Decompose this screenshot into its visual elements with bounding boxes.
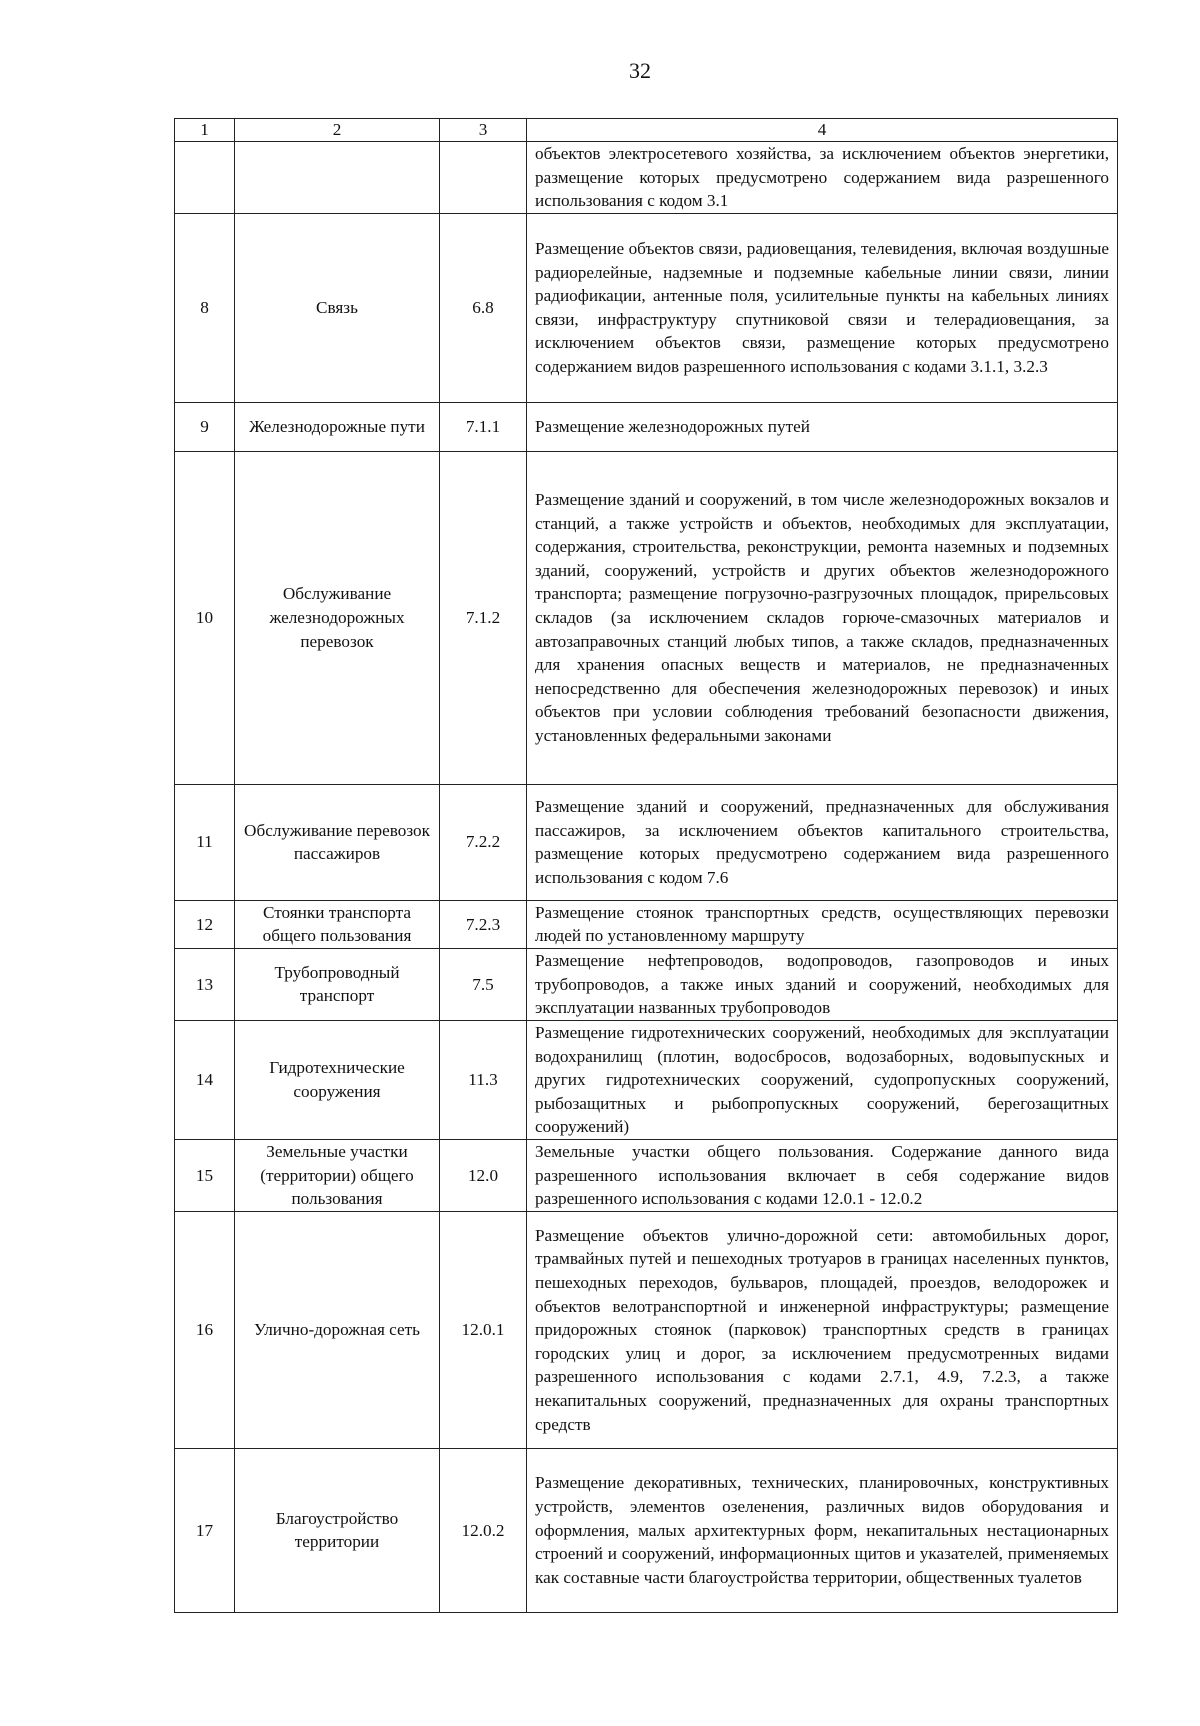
row-number: 10 bbox=[175, 451, 235, 784]
use-type-name: Железнодорожные пути bbox=[235, 402, 440, 451]
table-row bbox=[175, 1020, 1118, 1139]
column-header-4: 4 bbox=[527, 119, 1118, 142]
table-row bbox=[175, 402, 1118, 451]
table-row bbox=[175, 1448, 1118, 1612]
row-number: 13 bbox=[175, 948, 235, 1020]
use-type-name: Земельные участки (территории) общего пользования bbox=[235, 1139, 440, 1211]
land-use-table bbox=[174, 118, 1118, 1613]
use-type-name: Благоустройство территории bbox=[235, 1448, 440, 1612]
table-row bbox=[175, 1211, 1118, 1448]
column-header-3: 3 bbox=[440, 119, 527, 142]
row-number: 14 bbox=[175, 1020, 235, 1139]
use-type-description: Размещение объектов улично-дорожной сети: автомобильных дорог, трамвайных путей и пешеходных тротуаров в границах населенных пунктов, пешеходных переходов, бульваров, площадей, проездов, велодорожек и объектов велотранспортной и инженерной инфраструктуры; размещение придорожных стоянок (парковок) транспортных средств в границах городских улиц и дорог, за исключением предусмотренных видами разрешенного использования с кодами 2.7.1, 4.9, 7.2.3, а также некапитальных сооружений, предназначенных для охраны транспортных средств bbox=[527, 1211, 1118, 1448]
row-number bbox=[175, 142, 235, 214]
table-row bbox=[175, 213, 1118, 402]
table-row bbox=[175, 900, 1118, 948]
page-number: 32 bbox=[629, 58, 651, 83]
row-number: 17 bbox=[175, 1448, 235, 1612]
use-type-name: Гидротехнические сооружения bbox=[235, 1020, 440, 1139]
use-type-name: Обслуживание перевозок пассажиров bbox=[235, 784, 440, 900]
row-number: 8 bbox=[175, 213, 235, 402]
use-type-description: Размещение нефтепроводов, водопроводов, газопроводов и иных трубопроводов, а также иных зданий и сооружений, необходимых для эксплуатации названных трубопроводов bbox=[527, 948, 1118, 1020]
use-type-code: 12.0.1 bbox=[440, 1211, 527, 1448]
use-type-code: 12.0.2 bbox=[440, 1448, 527, 1612]
use-type-code: 7.1.1 bbox=[440, 402, 527, 451]
use-type-description: Размещение объектов связи, радиовещания, телевидения, включая воздушные радиорелейные, надземные и подземные кабельные линии связи, линии радиофикации, антенные поля, усилительные пункты на кабельных линиях связи, инфраструктуру спутниковой связи и телерадиовещания, за исключением объектов связи, размещение которых предусмотрено содержанием видов разрешенного использования с кодами 3.1.1, 3.2.3 bbox=[527, 213, 1118, 402]
table-header-row bbox=[175, 119, 1118, 142]
row-number: 16 bbox=[175, 1211, 235, 1448]
use-type-name bbox=[235, 142, 440, 214]
row-number: 9 bbox=[175, 402, 235, 451]
use-type-description: Размещение зданий и сооружений, предназначенных для обслуживания пассажиров, за исключением объектов капитального строительства, размещение которых предусмотрено содержанием вида разрешенного использования с кодом 7.6 bbox=[527, 784, 1118, 900]
table-row bbox=[175, 784, 1118, 900]
use-type-description: Земельные участки общего пользования. Содержание данного вида разрешенного использования включает в себя содержание видов разрешенного использования с кодами 12.0.1 - 12.0.2 bbox=[527, 1139, 1118, 1211]
table-row bbox=[175, 1139, 1118, 1211]
use-type-code: 7.1.2 bbox=[440, 451, 527, 784]
use-type-code: 6.8 bbox=[440, 213, 527, 402]
row-number: 11 bbox=[175, 784, 235, 900]
use-type-name: Стоянки транспорта общего пользования bbox=[235, 900, 440, 948]
use-type-code: 7.2.2 bbox=[440, 784, 527, 900]
use-type-name: Обслуживание железнодорожных перевозок bbox=[235, 451, 440, 784]
use-type-description: Размещение зданий и сооружений, в том числе железнодорожных вокзалов и станций, а также устройств и объектов, необходимых для эксплуатации, содержания, строительства, реконструкции, ремонта наземных и подземных зданий, сооружений, устройств и других объектов железнодорожного транспорта; размещение погрузочно-разгрузочных площадок, прирельсовых складов (за исключением складов горюче-смазочных материалов и автозаправочных станций любых типов, а также складов, предназначенных для хранения опасных веществ и материалов, не предназначенных непосредственно для обеспечения железнодорожных перевозок) и иных объектов при условии соблюдения требований безопасности движения, установленных федеральными законами bbox=[527, 451, 1118, 784]
use-type-description: Размещение железнодорожных путей bbox=[527, 402, 1118, 451]
use-type-description: Размещение гидротехнических сооружений, необходимых для эксплуатации водохранилищ (плотин, водосбросов, водозаборных, водовыпускных и других гидротехнических сооружений, судопропускных сооружений, рыбозащитных и рыбопропускных сооружений, берегозащитных сооружений) bbox=[527, 1020, 1118, 1139]
column-header-2: 2 bbox=[235, 119, 440, 142]
table-row bbox=[175, 142, 1118, 214]
row-number: 15 bbox=[175, 1139, 235, 1211]
use-type-code: 7.2.3 bbox=[440, 900, 527, 948]
use-type-code: 12.0 bbox=[440, 1139, 527, 1211]
use-type-name: Улично-дорожная сеть bbox=[235, 1211, 440, 1448]
use-type-name: Связь bbox=[235, 213, 440, 402]
use-type-name: Трубопроводный транспорт bbox=[235, 948, 440, 1020]
table-row bbox=[175, 948, 1118, 1020]
use-type-description: объектов электросетевого хозяйства, за исключением объектов энергетики, размещение которых предусмотрено содержанием вида разрешенного использования с кодом 3.1 bbox=[527, 142, 1118, 214]
use-type-code bbox=[440, 142, 527, 214]
use-type-description: Размещение стоянок транспортных средств, осуществляющих перевозки людей по установленному маршруту bbox=[527, 900, 1118, 948]
table-row bbox=[175, 451, 1118, 784]
use-type-code: 11.3 bbox=[440, 1020, 527, 1139]
row-number: 12 bbox=[175, 900, 235, 948]
column-header-1: 1 bbox=[175, 119, 235, 142]
use-type-description: Размещение декоративных, технических, планировочных, конструктивных устройств, элементов озеленения, различных видов оборудования и оформления, малых архитектурных форм, некапитальных нестационарных строений и сооружений, информационных щитов и указателей, применяемых как составные части благоустройства территории, общественных туалетов bbox=[527, 1448, 1118, 1612]
use-type-code: 7.5 bbox=[440, 948, 527, 1020]
